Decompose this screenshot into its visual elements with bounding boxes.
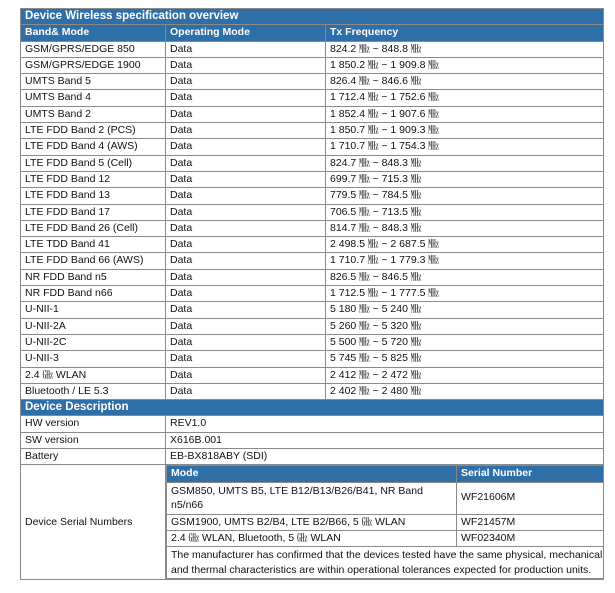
hw-version-value: REV1.0 bbox=[166, 416, 604, 432]
table-row bbox=[21, 155, 604, 171]
table-row bbox=[21, 204, 604, 220]
table-row bbox=[167, 514, 604, 530]
table-row bbox=[21, 57, 604, 73]
freq-cell: 1 850.7 ㎒ ~ 1 909.3 ㎒ bbox=[326, 123, 604, 139]
mode-cell: Data bbox=[166, 204, 326, 220]
band-cell: LTE FDD Band 2 (PCS) bbox=[21, 123, 166, 139]
table-row bbox=[167, 547, 604, 579]
serial-header-mode: Mode bbox=[167, 466, 457, 482]
serial-numbers-cell bbox=[166, 465, 604, 580]
mode-cell: Data bbox=[166, 139, 326, 155]
freq-cell: 2 498.5 ㎒ ~ 2 687.5 ㎒ bbox=[326, 237, 604, 253]
band-cell: U-NII-3 bbox=[21, 351, 166, 367]
band-cell: NR FDD Band n66 bbox=[21, 286, 166, 302]
band-cell: UMTS Band 5 bbox=[21, 74, 166, 90]
table-row bbox=[21, 41, 604, 57]
mode-cell: Data bbox=[166, 41, 326, 57]
freq-cell: 706.5 ㎒ ~ 713.5 ㎒ bbox=[326, 204, 604, 220]
freq-cell: 5 260 ㎒ ~ 5 320 ㎒ bbox=[326, 318, 604, 334]
mode-cell: Data bbox=[166, 106, 326, 122]
manufacturer-note: The manufacturer has confirmed that the devices tested have the same physical, mechanical and thermal characteristics are within operational tolerances expected for production units. bbox=[167, 547, 604, 579]
band-cell: LTE FDD Band 26 (Cell) bbox=[21, 220, 166, 236]
band-cell: LTE FDD Band 12 bbox=[21, 171, 166, 187]
mode-cell: Data bbox=[166, 367, 326, 383]
freq-cell: 826.5 ㎒ ~ 846.5 ㎒ bbox=[326, 269, 604, 285]
band-cell: U-NII-2C bbox=[21, 334, 166, 350]
band-cell: LTE FDD Band 13 bbox=[21, 188, 166, 204]
band-cell: LTE FDD Band 66 (AWS) bbox=[21, 253, 166, 269]
band-cell: GSM/GPRS/EDGE 1900 bbox=[21, 57, 166, 73]
table-row bbox=[21, 383, 604, 399]
battery-label: Battery bbox=[21, 449, 166, 465]
table-row bbox=[21, 139, 604, 155]
band-cell: LTE TDD Band 41 bbox=[21, 237, 166, 253]
mode-cell: Data bbox=[166, 220, 326, 236]
serial-number-cell: WF02340M bbox=[457, 530, 604, 546]
mode-cell: Data bbox=[166, 74, 326, 90]
mode-cell: Data bbox=[166, 383, 326, 399]
mode-cell: Data bbox=[166, 253, 326, 269]
sw-version-value: X616B.001 bbox=[166, 432, 604, 448]
device-description-title: Device Description bbox=[21, 400, 604, 416]
table-row bbox=[21, 220, 604, 236]
col-header-band: Band& Mode bbox=[21, 25, 166, 41]
table-row bbox=[21, 237, 604, 253]
table-row bbox=[21, 123, 604, 139]
mode-cell: Data bbox=[166, 90, 326, 106]
mode-cell: Data bbox=[166, 351, 326, 367]
freq-cell: 2 412 ㎒ ~ 2 472 ㎒ bbox=[326, 367, 604, 383]
band-cell: NR FDD Band n5 bbox=[21, 269, 166, 285]
freq-cell: 1 710.7 ㎒ ~ 1 754.3 ㎒ bbox=[326, 139, 604, 155]
band-cell: U-NII-1 bbox=[21, 302, 166, 318]
freq-cell: 2 402 ㎒ ~ 2 480 ㎒ bbox=[326, 383, 604, 399]
mode-cell: Data bbox=[166, 237, 326, 253]
mode-cell: Data bbox=[166, 57, 326, 73]
serial-mode-cell: 2.4 ㎓ WLAN, Bluetooth, 5 ㎓ WLAN bbox=[167, 530, 457, 546]
mode-cell: Data bbox=[166, 286, 326, 302]
table-row bbox=[21, 367, 604, 383]
serial-mode-cell: GSM1900, UMTS B2/B4, LTE B2/B66, 5 ㎓ WLAN bbox=[167, 514, 457, 530]
band-cell: LTE FDD Band 5 (Cell) bbox=[21, 155, 166, 171]
table-row bbox=[167, 530, 604, 546]
table-row bbox=[21, 465, 604, 580]
band-cell: U-NII-2A bbox=[21, 318, 166, 334]
battery-value: EB-BX818ABY (SDI) bbox=[166, 449, 604, 465]
freq-cell: 1 712.4 ㎒ ~ 1 752.6 ㎒ bbox=[326, 90, 604, 106]
sw-version-label: SW version bbox=[21, 432, 166, 448]
freq-cell: 824.7 ㎒ ~ 848.3 ㎒ bbox=[326, 155, 604, 171]
freq-cell: 1 852.4 ㎒ ~ 1 907.6 ㎒ bbox=[326, 106, 604, 122]
table-title: Device Wireless specification overview bbox=[21, 9, 604, 25]
freq-cell: 1 710.7 ㎒ ~ 1 779.3 ㎒ bbox=[326, 253, 604, 269]
band-cell: LTE FDD Band 4 (AWS) bbox=[21, 139, 166, 155]
serial-header-number: Serial Number bbox=[457, 466, 604, 482]
table-row bbox=[21, 171, 604, 187]
mode-cell: Data bbox=[166, 334, 326, 350]
serial-number-cell: WF21606M bbox=[457, 482, 604, 514]
band-cell: GSM/GPRS/EDGE 850 bbox=[21, 41, 166, 57]
serial-mode-cell: GSM850, UMTS B5, LTE B12/B13/B26/B41, NR Band n5/n66 bbox=[167, 482, 457, 514]
band-cell: LTE FDD Band 17 bbox=[21, 204, 166, 220]
col-header-freq: Tx Frequency bbox=[326, 25, 604, 41]
mode-cell: Data bbox=[166, 269, 326, 285]
table-row bbox=[21, 253, 604, 269]
freq-cell: 779.5 ㎒ ~ 784.5 ㎒ bbox=[326, 188, 604, 204]
freq-cell: 5 500 ㎒ ~ 5 720 ㎒ bbox=[326, 334, 604, 350]
serial-number-cell: WF21457M bbox=[457, 514, 604, 530]
table-row bbox=[21, 432, 604, 448]
freq-cell: 1 712.5 ㎒ ~ 1 777.5 ㎒ bbox=[326, 286, 604, 302]
band-cell: Bluetooth / LE 5.3 bbox=[21, 383, 166, 399]
table-row bbox=[21, 318, 604, 334]
freq-cell: 1 850.2 ㎒ ~ 1 909.8 ㎒ bbox=[326, 57, 604, 73]
band-cell: UMTS Band 4 bbox=[21, 90, 166, 106]
mode-cell: Data bbox=[166, 318, 326, 334]
table-row bbox=[21, 302, 604, 318]
table-row bbox=[21, 188, 604, 204]
table-row bbox=[21, 269, 604, 285]
serial-numbers-label: Device Serial Numbers bbox=[21, 465, 166, 580]
mode-cell: Data bbox=[166, 123, 326, 139]
table-row bbox=[21, 334, 604, 350]
freq-cell: 824.2 ㎒ ~ 848.8 ㎒ bbox=[326, 41, 604, 57]
table-row bbox=[21, 351, 604, 367]
mode-cell: Data bbox=[166, 171, 326, 187]
band-cell: UMTS Band 2 bbox=[21, 106, 166, 122]
mode-cell: Data bbox=[166, 302, 326, 318]
spec-table bbox=[20, 8, 604, 580]
table-row bbox=[21, 74, 604, 90]
table-row bbox=[167, 482, 604, 514]
table-row bbox=[21, 106, 604, 122]
serial-numbers-table bbox=[166, 465, 604, 579]
freq-cell: 814.7 ㎒ ~ 848.3 ㎒ bbox=[326, 220, 604, 236]
freq-cell: 826.4 ㎒ ~ 846.6 ㎒ bbox=[326, 74, 604, 90]
band-cell: 2.4 ㎓ WLAN bbox=[21, 367, 166, 383]
mode-cell: Data bbox=[166, 188, 326, 204]
hw-version-label: HW version bbox=[21, 416, 166, 432]
spec-document bbox=[20, 8, 603, 580]
table-row bbox=[21, 416, 604, 432]
mode-cell: Data bbox=[166, 155, 326, 171]
table-row bbox=[21, 449, 604, 465]
freq-cell: 5 180 ㎒ ~ 5 240 ㎒ bbox=[326, 302, 604, 318]
freq-cell: 699.7 ㎒ ~ 715.3 ㎒ bbox=[326, 171, 604, 187]
col-header-mode: Operating Mode bbox=[166, 25, 326, 41]
table-row bbox=[21, 90, 604, 106]
freq-cell: 5 745 ㎒ ~ 5 825 ㎒ bbox=[326, 351, 604, 367]
table-row bbox=[21, 286, 604, 302]
